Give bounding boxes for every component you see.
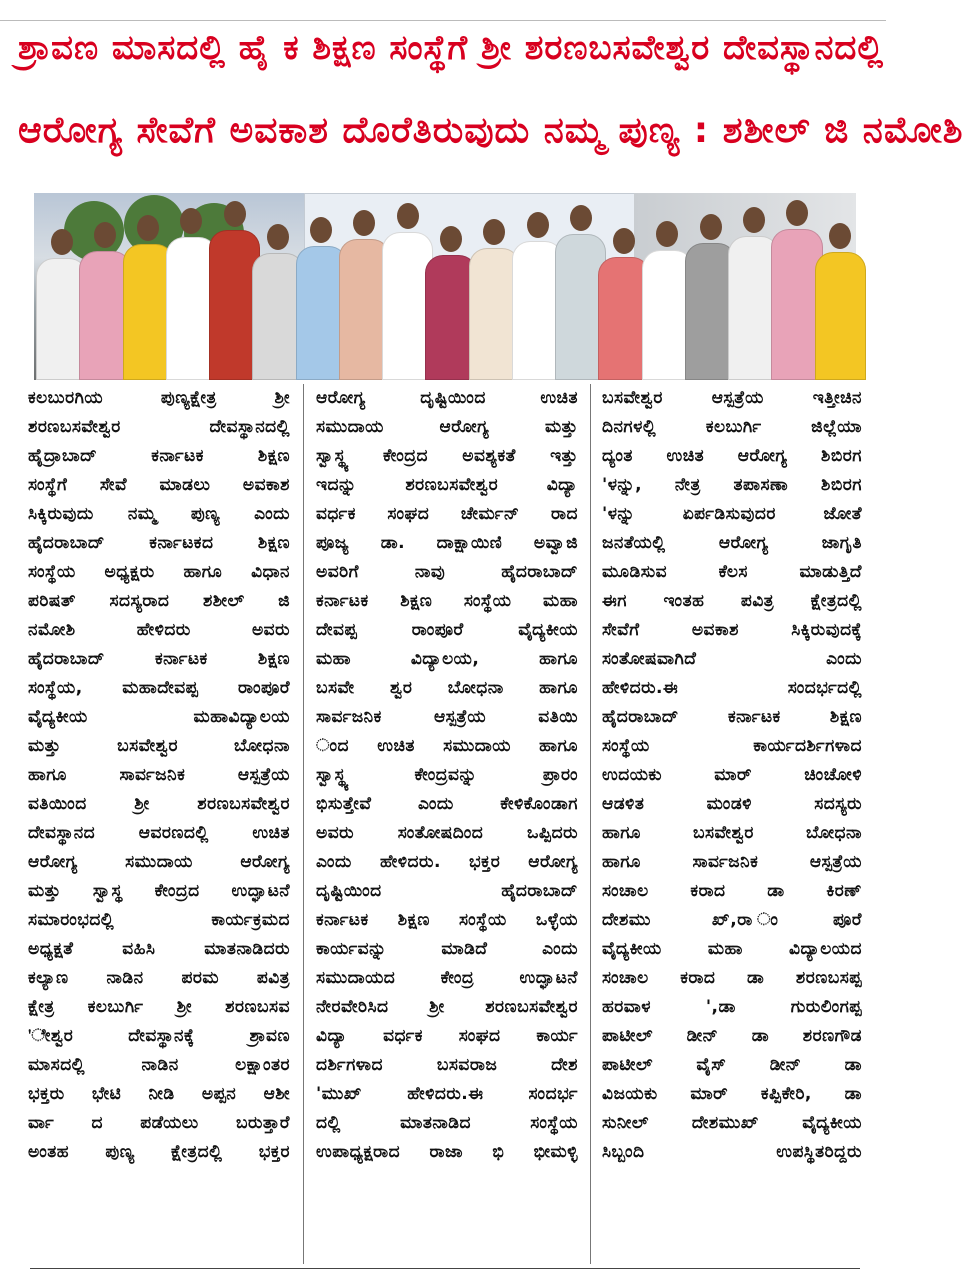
- article-text-line: ದೇಶಮು ಖ್,ರಾ ಂಪೂರೆ: [602, 910, 862, 930]
- person-figure: [815, 252, 866, 380]
- article-text-line: ವಿದ್ಯಾ ವರ್ಧಕ ಸಂಘದ ಕಾರ್ಯ: [316, 1026, 578, 1046]
- person-head: [137, 215, 159, 241]
- article-text-line: ವರ್ಧಕ ಸಂಘದ ಚೇರ್ಮನ್ ರಾದ: [316, 504, 578, 524]
- article-text-line: ಸಿಬ್ಬಂದಿ ಉಪಸ್ಥಿತರಿದ್ದರು: [602, 1142, 862, 1162]
- article-text-line: ಕಲ್ಯಾಣ ನಾಡಿನ ಪರಮ ಪವಿತ್ರ: [28, 968, 290, 988]
- article-text-line: ದ್ಯಂತ ಉಚಿತ ಆರೋಗ್ಯ ಶಿಬಿರಗ: [602, 446, 862, 466]
- article-text-line: ಅವರು ಸಂತೋಷದಿಂದ ಒಪ್ಪಿದರು: [316, 823, 578, 843]
- article-text-line: ಸ್ವಾಸ್ಥ್ಯ ಕೇಂದ್ರವನ್ನು ಪ್ರಾರಂ: [316, 765, 578, 785]
- article-text-line: 'ಳನ್ನು, ನೇತ್ರ ತಪಾಸಣಾ ಶಿಬಿರಗ: [602, 475, 862, 495]
- article-text-line: ದಿನಗಳಲ್ಲಿ ಕಲಬುರ್ಗಿ ಜಿಲ್ಲೆಯಾ: [602, 417, 862, 437]
- article-text-line: ಬಸವೇಶ್ವರ ಆಸ್ಪತ್ರೆಯ ಇತ್ತೀಚಿನ: [602, 388, 862, 408]
- person-head: [397, 203, 419, 229]
- article-text-line: ಕಲಬುರಗಿಯ ಪುಣ್ಯಕ್ಷೇತ್ರ ಶ್ರೀ: [28, 388, 290, 408]
- article-text-line: ಸಂತೋಷವಾಗಿದೆ ಎಂದು: [602, 649, 862, 669]
- article-text-line: 'ಳನ್ನು ಏರ್ಪಡಿಸುವುದರ ಜೋತೆ: [602, 504, 862, 524]
- article-text-line: ದಲ್ಲಿ ಮಾತನಾಡಿದ ಸಂಸ್ಥೆಯ: [316, 1113, 578, 1133]
- article-text-line: ಪಾಟೀಲ್ ಡೀನ್ ಡಾ ಶರಣಗೌಡ: [602, 1026, 862, 1046]
- article-text-line: ಕರ್ನಾಟಕ ಶಿಕ್ಷಣ ಸಂಸ್ಥೆಯ ಒಳ್ಳೆಯ: [316, 910, 578, 930]
- person-head: [94, 222, 116, 248]
- article-text-line: 'ೇಶ್ವರ ದೇವಸ್ಥಾನಕ್ಕೆ ಶ್ರಾವಣ: [28, 1026, 290, 1046]
- article-text-line: ಹಾಗೂ ಸಾರ್ವಜನಿಕ ಆಸ್ಪತ್ರೆಯ: [28, 765, 290, 785]
- article-text-line: ಅಂತಹ ಪುಣ್ಯ ಕ್ಷೇತ್ರದಲ್ಲಿ ಭಕ್ತರ: [28, 1142, 290, 1162]
- article-text-line: ಉಪಾಧ್ಯಕ್ಷರಾದ ರಾಜಾ ಭಿ ಭೀಮಳ್ಳಿ: [316, 1142, 578, 1162]
- top-cropped-strip: [0, 0, 886, 21]
- article-text-line: ಅಧ್ಯಕ್ಷತೆ ವಹಿಸಿ ಮಾತನಾಡಿದರು: [28, 939, 290, 959]
- article-text-line: ಸಂಸ್ಥೆಗೆ ಸೇವೆ ಮಾಡಲು ಅವಕಾಶ: [28, 475, 290, 495]
- article-text-line: ಸೇವೆಗೆ ಅವಕಾಶ ಸಿಕ್ಕಿರುವುದಕ್ಕೆ: [602, 620, 862, 640]
- article-text-line: ಭಕ್ತರು ಭೇಟಿ ನೀಡಿ ಅಪ್ಪನ ಆಶೀ: [28, 1084, 290, 1104]
- person-head: [440, 226, 462, 252]
- article-text-line: ಸಮುದಾಯದ ಕೇಂದ್ರ ಉದ್ಘಾಟನೆ: [316, 968, 578, 988]
- article-text-line: ದೇವಪ್ಪ ರಾಂಪೂರೆ ವೈದ್ಯಕೀಯ: [316, 620, 578, 640]
- article-text-line: ಂದ ಉಚಿತ ಸಮುದಾಯ ಹಾಗೂ: [316, 736, 578, 756]
- person-head: [51, 229, 73, 255]
- article-text-line: ಸ್ವಾಸ್ಥ್ಯ ಕೇಂದ್ರದ ಅವಶ್ಯಕತೆ ಇತ್ತು: [316, 446, 578, 466]
- article-text-line: ನೇರವೇರಿಸಿದ ಶ್ರೀ ಶರಣಬಸವೇಶ್ವರ: [316, 997, 578, 1017]
- article-text-line: ಹೇಳಿದರು.ಈ ಸಂದರ್ಭದಲ್ಲಿ: [602, 678, 862, 698]
- person-head: [700, 214, 722, 240]
- article-text-line: ಮತ್ತು ಸ್ವಾಸ್ಥ ಕೇಂದ್ರದ ಉದ್ಘಾಟನೆ: [28, 881, 290, 901]
- article-text-line: ಹೈದ್ರಾಬಾದ್ ಕರ್ನಾಟಕ ಶಿಕ್ಷಣ: [28, 446, 290, 466]
- article-text-line: ಮಹಾ ವಿದ್ಯಾಲಯ, ಹಾಗೂ: [316, 649, 578, 669]
- article-column-2: [316, 384, 578, 1268]
- person-head: [527, 212, 549, 238]
- person-head: [613, 228, 635, 254]
- article-text-line: ಬಸವೇ ಶ್ವರ ಬೋಧನಾ ಹಾಗೂ: [316, 678, 578, 698]
- article-text-line: ಇದನ್ನು ಶರಣಬಸವೇಶ್ವರ ವಿದ್ಯಾ: [316, 475, 578, 495]
- article-text-line: ಸಂಸ್ಥೆಯ, ಮಹಾದೇವಪ್ಪ ರಾಂಪೂರೆ: [28, 678, 290, 698]
- article-text-line: ಮೂಡಿಸುವ ಕೆಲಸ ಮಾಡುತ್ತಿದೆ: [602, 562, 862, 582]
- person-head: [786, 200, 808, 226]
- article-column-1: [28, 384, 290, 1268]
- article-text-line: ಸಂಸ್ಥೆಯ ಕಾರ್ಯದರ್ಶಿಗಳಾದ: [602, 736, 862, 756]
- article-text-line: ಪೂಜ್ಯ ಡಾ. ದಾಕ್ಷಾಯಿಣಿ ಅವ್ವಾಜಿ: [316, 533, 578, 553]
- article-text-line: ಸಮಾರಂಭದಲ್ಲಿ ಕಾರ್ಯಕ್ರಮದ: [28, 910, 290, 930]
- headline-line-1: ಶ್ರಾವಣ ಮಾಸದಲ್ಲಿ ಹೈ ಕ ಶಿಕ್ಷಣ ಸಂಸ್ಥೆಗೆ ಶ್ರೀ ಶರಣಬಸವೇಶ್ವರ ದೇವಸ್ಥಾನದಲ್ಲಿ: [18, 28, 885, 68]
- article-text-line: ಮಾಸದಲ್ಲಿ ನಾಡಿನ ಲಕ್ಷಾಂತರ: [28, 1055, 290, 1075]
- article-text-line: ಹೈದರಾಬಾದ್ ಕರ್ನಾಟಕದ ಶಿಕ್ಷಣ: [28, 533, 290, 553]
- article-text-line: ಸಂಚಾಲ ಕರಾದ ಡಾ ಶರಣಬಸಪ್ಪ: [602, 968, 862, 988]
- article-text-line: ದೃಷ್ಟಿಯಿಂದ ಹೈದರಾಬಾದ್: [316, 881, 578, 901]
- person-head: [570, 205, 592, 231]
- person-head: [267, 224, 289, 250]
- article-text-line: ಎಂದು ಹೇಳಿದರು. ಭಕ್ತರ ಆರೋಗ್ಯ: [316, 852, 578, 872]
- person-head: [224, 201, 246, 227]
- article-text-line: ಉದಯಕು ಮಾರ್ ಚಿಂಚೋಳಿ: [602, 765, 862, 785]
- article-text-line: ಸಮುದಾಯ ಆರೋಗ್ಯ ಮತ್ತು: [316, 417, 578, 437]
- article-text-line: ಸಿಕ್ಕಿರುವುದು ನಮ್ಮ ಪುಣ್ಯ ಎಂದು: [28, 504, 290, 524]
- article-text-line: ಈಗ ಇಂತಹ ಪವಿತ್ರ ಕ್ಷೇತ್ರದಲ್ಲಿ: [602, 591, 862, 611]
- article-column-3: [602, 384, 862, 1268]
- article-text-line: ವೈದ್ಯಕೀಯ ಮಹಾವಿದ್ಯಾಲಯ: [28, 707, 290, 727]
- person-head: [743, 207, 765, 233]
- headline-line-2: ಆರೋಗ್ಯ ಸೇವೆಗೆ ಅವಕಾಶ ದೊರೆತಿರುವುದು ನಮ್ಮ ಪುಣ್ಯ : ಶಶೀಲ್ ಜಿ ನಮೋಶಿ: [18, 110, 963, 151]
- article-text-line: ಶರಣಬಸವೇಶ್ವರ ದೇವಸ್ಥಾನದಲ್ಲಿ: [28, 417, 290, 437]
- article-text-line: ರ್ವಾ ದ ಪಡೆಯಲು ಬರುತ್ತಾರೆ: [28, 1113, 290, 1133]
- article-text-line: ದೇವಸ್ಥಾನದ ಆವರಣದಲ್ಲಿ ಉಚಿತ: [28, 823, 290, 843]
- article-text-line: ಸಂಚಾಲ ಕರಾದ ಡಾ ಕಿರಣ್: [602, 881, 862, 901]
- article-text-line: ಜನತೆಯಲ್ಲಿ ಆರೋಗ್ಯ ಜಾಗೃತಿ: [602, 533, 862, 553]
- article-text-line: ಆಡಳಿತ ಮಂಡಳಿ ಸದಸ್ಯರು: [602, 794, 862, 814]
- article-text-line: ಪರಿಷತ್ ಸದಸ್ಯರಾದ ಶಶೀಲ್ ಜಿ: [28, 591, 290, 611]
- article-text-line: ವೈದ್ಯಕೀಯ ಮಹಾ ವಿದ್ಯಾಲಯದ: [602, 939, 862, 959]
- article-text-line: ಹರವಾಳ ',ಡಾ ಗುರುಲಿಂಗಪ್ಪ: [602, 997, 862, 1017]
- article-text-line: ಪಾಟೀಲ್ ವೈಸ್ ಡೀನ್ ಡಾ: [602, 1055, 862, 1075]
- article-text-line: ಕರ್ನಾಟಕ ಶಿಕ್ಷಣ ಸಂಸ್ಥೆಯ ಮಹಾ: [316, 591, 578, 611]
- article-text-line: ಆರೋಗ್ಯ ದೃಷ್ಟಿಯಿಂದ ಉಚಿತ: [316, 388, 578, 408]
- article-text-line: ಹಾಗೂ ಬಸವೇಶ್ವರ ಬೋಧನಾ: [602, 823, 862, 843]
- article-text-line: ಹೈದರಾಬಾದ್ ಕರ್ನಾಟಕ ಶಿಕ್ಷಣ: [602, 707, 862, 727]
- article-text-line: ಕ್ಷೇತ್ರ ಕಲಬುರ್ಗಿ ಶ್ರೀ ಶರಣಬಸವ: [28, 997, 290, 1017]
- article-text-line: ಮತ್ತು ಬಸವೇಶ್ವರ ಬೋಧನಾ: [28, 736, 290, 756]
- article-text-line: ಆರೋಗ್ಯ ಸಮುದಾಯ ಆರೋಗ್ಯ: [28, 852, 290, 872]
- bottom-rule: [30, 1268, 860, 1269]
- article-text-line: ಹಾಗೂ ಸಾರ್ವಜನಿಕ ಆಸ್ಪತ್ರೆಯ: [602, 852, 862, 872]
- group-photo: [34, 193, 856, 380]
- article-text-line: ಹೈದರಾಬಾದ್ ಕರ್ನಾಟಕ ಶಿಕ್ಷಣ: [28, 649, 290, 669]
- article-text-line: ಭಿಸುತ್ತೇವೆ ಎಂದು ಕೇಳಿಕೊಂಡಾಗ: [316, 794, 578, 814]
- article-text-line: ಕಾರ್ಯವನ್ನು ಮಾಡಿದೆ ಎಂದು: [316, 939, 578, 959]
- article-text-line: ಸಂಸ್ಥೆಯ ಅಧ್ಯಕ್ಷರು ಹಾಗೂ ವಿಧಾನ: [28, 562, 290, 582]
- article-text-line: ಸಾರ್ವಜನಿಕ ಆಸ್ಪತ್ರೆಯ ವತಿಯಿ: [316, 707, 578, 727]
- article-text-line: ಅವರಿಗೆ ನಾವು ಹೈದರಾಬಾದ್: [316, 562, 578, 582]
- article-text-line: ವತಿಯಿಂದ ಶ್ರೀ ಶರಣಬಸವೇಶ್ವರ: [28, 794, 290, 814]
- article-body: [28, 384, 862, 1268]
- article-text-line: ವಿಜಯಕು ಮಾರ್ ಕಪ್ಪಿಕೇರಿ, ಡಾ: [602, 1084, 862, 1104]
- article-text-line: ದರ್ಶಿಗಳಾದ ಬಸವರಾಜ ದೇಶ: [316, 1055, 578, 1075]
- article-text-line: ಸುನೀಲ್ ದೇಶಮುಖ್ ವೈದ್ಯಕೀಯ: [602, 1113, 862, 1133]
- article-text-line: 'ಮುಖ್ ಹೇಳಿದರು.ಈ ಸಂದರ್ಭ: [316, 1084, 578, 1104]
- article-text-line: ನಮೋಶಿ ಹೇಳಿದರು ಅವರು: [28, 620, 290, 640]
